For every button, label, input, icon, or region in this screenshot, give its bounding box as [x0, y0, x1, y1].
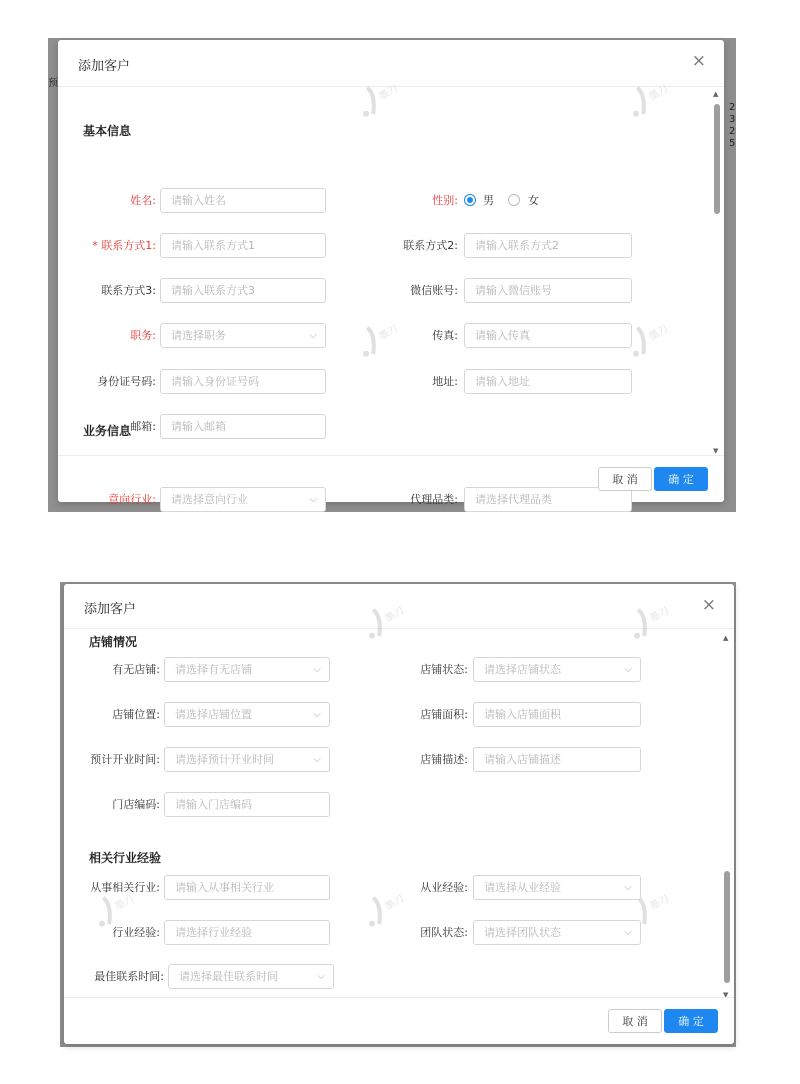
position-select[interactable] [160, 323, 326, 348]
chevron-down-icon: ⌵ [313, 664, 321, 675]
best-contact-time-select[interactable] [168, 964, 334, 989]
section-title-business-info: 业务信息 [83, 424, 132, 438]
watermark-text: 墨刀 [383, 605, 407, 625]
screenshot-panel-bottom [60, 582, 736, 1047]
close-icon[interactable]: × [691, 51, 706, 71]
dialog-title: 添加客户 [78, 59, 131, 74]
store-code-label: 门店编码: [112, 798, 160, 811]
gender-radio-female[interactable] [508, 194, 520, 206]
scrollbar-thumb[interactable] [714, 104, 720, 214]
opening-time-label: 预计开业时间: [90, 753, 160, 766]
watermark-text: 墨刀 [647, 323, 671, 343]
close-icon[interactable]: × [701, 595, 716, 615]
store-desc-label: 店铺描述: [420, 753, 468, 766]
wechat-input[interactable]: 请输入微信账号 [464, 278, 632, 303]
arrow-down-icon[interactable]: ▼ [723, 991, 729, 999]
cancel-button[interactable]: 取 消 [598, 467, 652, 491]
watermark-text: 墨刀 [648, 893, 672, 913]
opening-time-select[interactable] [164, 747, 330, 772]
background-page-edge-text: 2 3 2 5 [729, 102, 736, 149]
team-status-select-value: 请选择团队状态 [484, 926, 561, 939]
gender-radio-male[interactable] [464, 194, 476, 206]
section-title-store: 店铺情况 [89, 635, 138, 649]
store-status-select-value: 请选择店铺状态 [484, 663, 561, 676]
position-select-value: 请选择职务 [171, 329, 226, 342]
has-store-label: 有无店铺: [112, 663, 160, 676]
store-desc-input[interactable]: 请输入店铺描述 [473, 747, 641, 772]
industry-experience-select[interactable] [164, 920, 330, 945]
id-number-input[interactable]: 请输入身份证号码 [160, 369, 326, 394]
confirm-button[interactable]: 确 定 [654, 467, 708, 491]
contact2-input[interactable]: 请输入联系方式2 [464, 233, 632, 258]
best-contact-time-select-value: 请选择最佳联系时间 [179, 970, 278, 983]
id-number-label: 身份证号码: [97, 375, 156, 388]
watermark-text: 墨刀 [647, 83, 671, 103]
industry-experience-label: 行业经验: [112, 926, 160, 939]
chevron-down-icon: ⌵ [624, 927, 632, 938]
store-area-label: 店铺面积: [420, 708, 468, 721]
watermark-text: 墨刀 [377, 83, 401, 103]
agency-select-value: 请选择代理品类 [475, 493, 552, 506]
gender-male-label[interactable]: 男 [483, 194, 494, 207]
dialog-title: 添加客户 [84, 602, 137, 617]
chevron-down-icon: ⌵ [309, 494, 317, 505]
address-label: 地址: [432, 375, 458, 388]
position-label: 职务: [130, 329, 156, 342]
dialog-footer [58, 455, 724, 502]
store-status-label: 店铺状态: [420, 663, 468, 676]
fax-label: 传真: [432, 329, 458, 342]
name-label: 姓名: [130, 194, 156, 207]
work-experience-select-value: 请选择从业经验 [484, 881, 561, 894]
opening-time-select-value: 请选择预计开业时间 [175, 753, 274, 766]
industry-experience-select-value: 请选择行业经验 [175, 926, 252, 939]
chevron-down-icon: ⌵ [309, 330, 317, 341]
dialog-footer [64, 997, 734, 1044]
name-input[interactable]: 请输入姓名 [160, 188, 326, 213]
store-status-select[interactable] [473, 657, 641, 682]
wechat-label: 微信账号: [410, 284, 458, 297]
address-input[interactable]: 请输入地址 [464, 369, 632, 394]
cancel-button[interactable]: 取 消 [608, 1009, 662, 1033]
arrow-up-icon[interactable]: ▲ [713, 90, 719, 98]
confirm-button[interactable]: 确 定 [664, 1009, 718, 1033]
related-industry-label: 从事相关行业: [90, 881, 160, 894]
agency-label: 代理品类: [410, 493, 458, 506]
arrow-up-icon[interactable]: ▲ [723, 634, 729, 642]
watermark-text: 墨刀 [648, 605, 672, 625]
team-status-label: 团队状态: [420, 926, 468, 939]
chevron-down-icon: ⌵ [624, 882, 632, 893]
gender-label: 性别: [432, 194, 458, 207]
watermark-text: 墨刀 [113, 893, 137, 913]
industry-select-value: 请选择意向行业 [171, 493, 248, 506]
contact1-label-text: 联系方式1: [101, 239, 156, 252]
chevron-down-icon: ⌵ [317, 971, 325, 982]
dialog-header [64, 584, 734, 629]
has-store-select-value: 请选择有无店铺 [175, 663, 252, 676]
industry-label: 意向行业: [108, 493, 156, 506]
background-page-text: 预 [48, 78, 58, 89]
dialog-scrollbar[interactable] [712, 90, 722, 455]
watermark-text: 墨刀 [377, 323, 401, 343]
store-code-input[interactable]: 请输入门店编码 [164, 792, 330, 817]
contact1-label [58, 233, 156, 258]
dialog-scrollbar[interactable] [722, 634, 732, 999]
has-store-select[interactable] [164, 657, 330, 682]
contact1-input[interactable]: 请输入联系方式1 [160, 233, 326, 258]
related-industry-input[interactable]: 请输入从事相关行业 [164, 875, 330, 900]
store-area-input[interactable]: 请输入店铺面积 [473, 702, 641, 727]
store-location-select-value: 请选择店铺位置 [175, 708, 252, 721]
watermark-text: 墨刀 [383, 893, 407, 913]
section-title-experience: 相关行业经验 [89, 851, 162, 865]
add-customer-dialog [58, 40, 724, 506]
contact2-label: 联系方式2: [403, 239, 458, 252]
email-input[interactable]: 请输入邮箱 [160, 414, 326, 439]
required-mark: * [92, 239, 98, 252]
chevron-down-icon: ⌵ [313, 754, 321, 765]
chevron-down-icon: ⌵ [313, 709, 321, 720]
screenshot-panel-top [48, 38, 736, 512]
best-contact-time-label: 最佳联系时间: [94, 970, 164, 983]
contact3-label: 联系方式3: [101, 284, 156, 297]
section-title-basic-info: 基本信息 [83, 124, 132, 138]
arrow-down-icon[interactable]: ▼ [713, 447, 719, 455]
team-status-select[interactable] [473, 920, 641, 945]
store-location-label: 店铺位置: [112, 708, 160, 721]
add-customer-dialog [64, 584, 734, 1044]
email-label: 邮箱: [130, 420, 156, 433]
gender-female-label[interactable]: 女 [528, 194, 539, 207]
work-experience-label: 从业经验: [420, 881, 468, 894]
fax-input[interactable]: 请输入传真 [464, 323, 632, 348]
work-experience-select[interactable] [473, 875, 641, 900]
contact3-input[interactable]: 请输入联系方式3 [160, 278, 326, 303]
store-location-select[interactable] [164, 702, 330, 727]
chevron-down-icon: ⌵ [624, 664, 632, 675]
dialog-header [58, 40, 724, 87]
scrollbar-thumb[interactable] [724, 871, 730, 983]
